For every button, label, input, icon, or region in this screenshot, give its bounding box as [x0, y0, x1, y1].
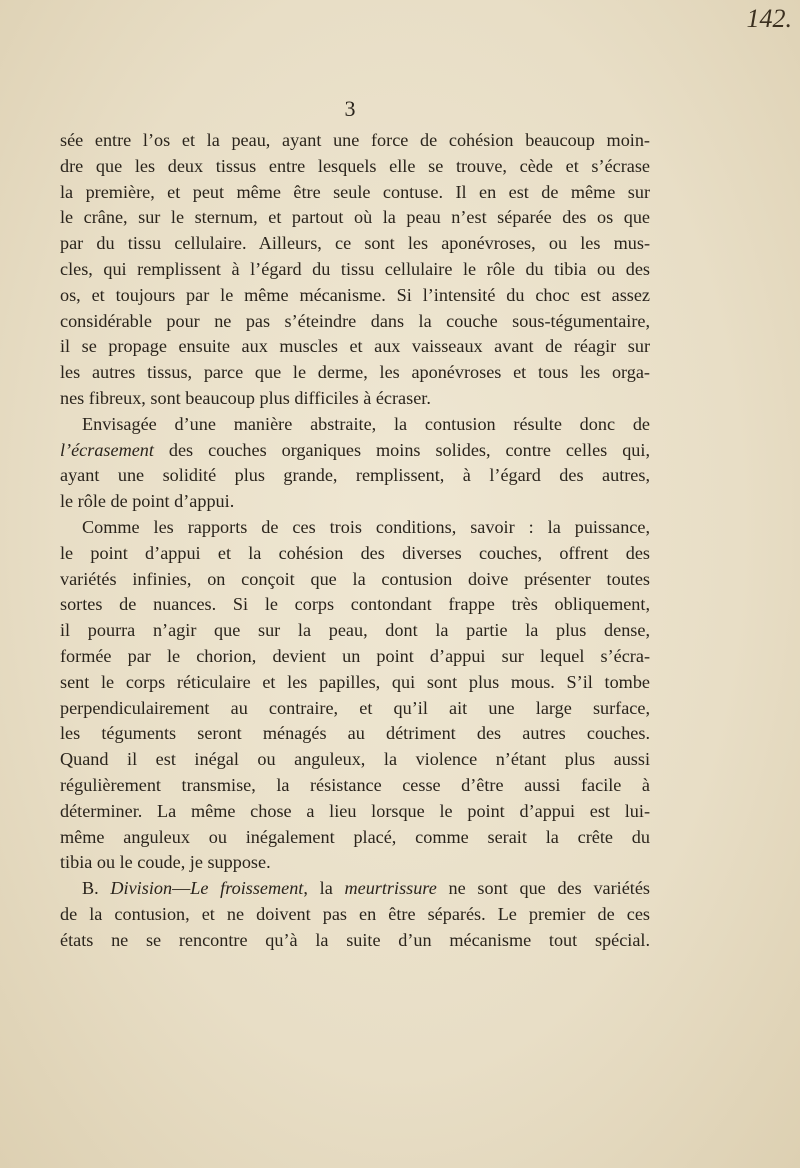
text-line-ecrasement — [60, 438, 650, 464]
text-line: ayant une solidité plus grande, remplissent, à l’égard des autres, — [60, 465, 650, 486]
division-dash: — — [172, 878, 191, 899]
text-line: sée entre l’os et la peau, ayant une force de cohésion beaucoup moin- — [60, 130, 650, 150]
text-line: le rôle de point d’appui. — [60, 491, 235, 512]
text-line: sent le corps réticulaire et les papilles, qui sont plus mous. S’il tombe — [60, 671, 650, 692]
text-line: régulièrement transmise, la résistance cesse d’être aussi facile à — [60, 774, 650, 795]
text-line: Quand il est inégal ou anguleux, la violence n’étant plus aussi — [60, 749, 650, 770]
text-line: sortes de nuances. Si le corps contondant frappe très obliquement, — [60, 594, 650, 615]
text-line: états ne se rencontre qu’à la suite d’un mécanisme tout spécial. — [60, 929, 650, 950]
text-line: par du tissu cellulaire. Ailleurs, ce sont les aponévroses, ou les mus- — [60, 233, 650, 254]
text-line: considérable pour ne pas s’éteindre dans la couche sous-tégumentaire, — [60, 310, 650, 331]
text-line: il se propage ensuite aux muscles et aux vaisseaux avant de réagir sur — [60, 336, 650, 357]
text-line: Comme les rapports de ces trois conditions, savoir : la puissance, — [82, 516, 650, 537]
text-line: cles, qui remplissent à l’égard du tissu cellulaire le rôle du tibia ou des — [60, 258, 650, 279]
text-line: même anguleux ou inégalement placé, comme serait la crête du — [60, 826, 650, 847]
body-text — [60, 128, 650, 954]
text-line: la première, et peut même être seule contuse. Il en est de même sur — [60, 181, 650, 202]
text-segment: des couches organiques moins solides, contre celles qui, — [168, 439, 650, 460]
italic-term: l’écrasement — [60, 439, 154, 460]
division-rest: ne sont que des variétés — [436, 878, 650, 899]
division-label: Division — [110, 878, 173, 899]
text-line: variétés infinies, on conçoit que la contusion doive présenter toutes — [60, 568, 650, 589]
division-line — [60, 876, 650, 902]
text-line: le point d’appui et la cohésion des diverses couches, offrent des — [60, 542, 650, 563]
text-line: perpendiculairement au contraire, et qu’il ait une large surface, — [60, 697, 650, 718]
division-comma: , la — [303, 878, 345, 899]
text-line: Envisagée d’une manière abstraite, la contusion résulte donc de — [82, 413, 650, 434]
text-line: de la contusion, et ne doivent pas en être séparés. Le premier de ces — [60, 903, 650, 924]
folio-number: 142. — [746, 4, 792, 33]
text-line: nes fibreux, sont beaucoup plus difficiles à écraser. — [60, 387, 431, 408]
text-line: tibia ou le coude, je suppose. — [60, 852, 271, 873]
meurtrissure-term: meurtrissure — [344, 878, 437, 899]
text-line: les autres tissus, parce que le derme, les aponévroses et tous les orga- — [60, 362, 650, 383]
text-line: les téguments seront ménagés au détriment des autres couches. — [60, 723, 650, 744]
froissement-term: Le froissement — [190, 878, 304, 899]
text-line: déterminer. La même chose a lieu lorsque le point d’appui est lui- — [60, 800, 650, 821]
text-line: le crâne, sur le sternum, et partout où la peau n’est séparée des os que — [60, 207, 650, 228]
text-line: os, et toujours par le même mécanisme. Si l’intensité du choc est assez — [60, 284, 650, 305]
text-line: formée par le chorion, devient un point d’appui sur lequel s’écra- — [60, 645, 650, 666]
division-prefix: B. — [82, 878, 111, 899]
text-line: dre que les deux tissus entre lesquels elle se trouve, cède et s’écrase — [60, 155, 650, 176]
page-number: 3 — [344, 96, 356, 121]
text-line: il pourra n’agir que sur la peau, dont la partie la plus dense, — [60, 620, 650, 641]
